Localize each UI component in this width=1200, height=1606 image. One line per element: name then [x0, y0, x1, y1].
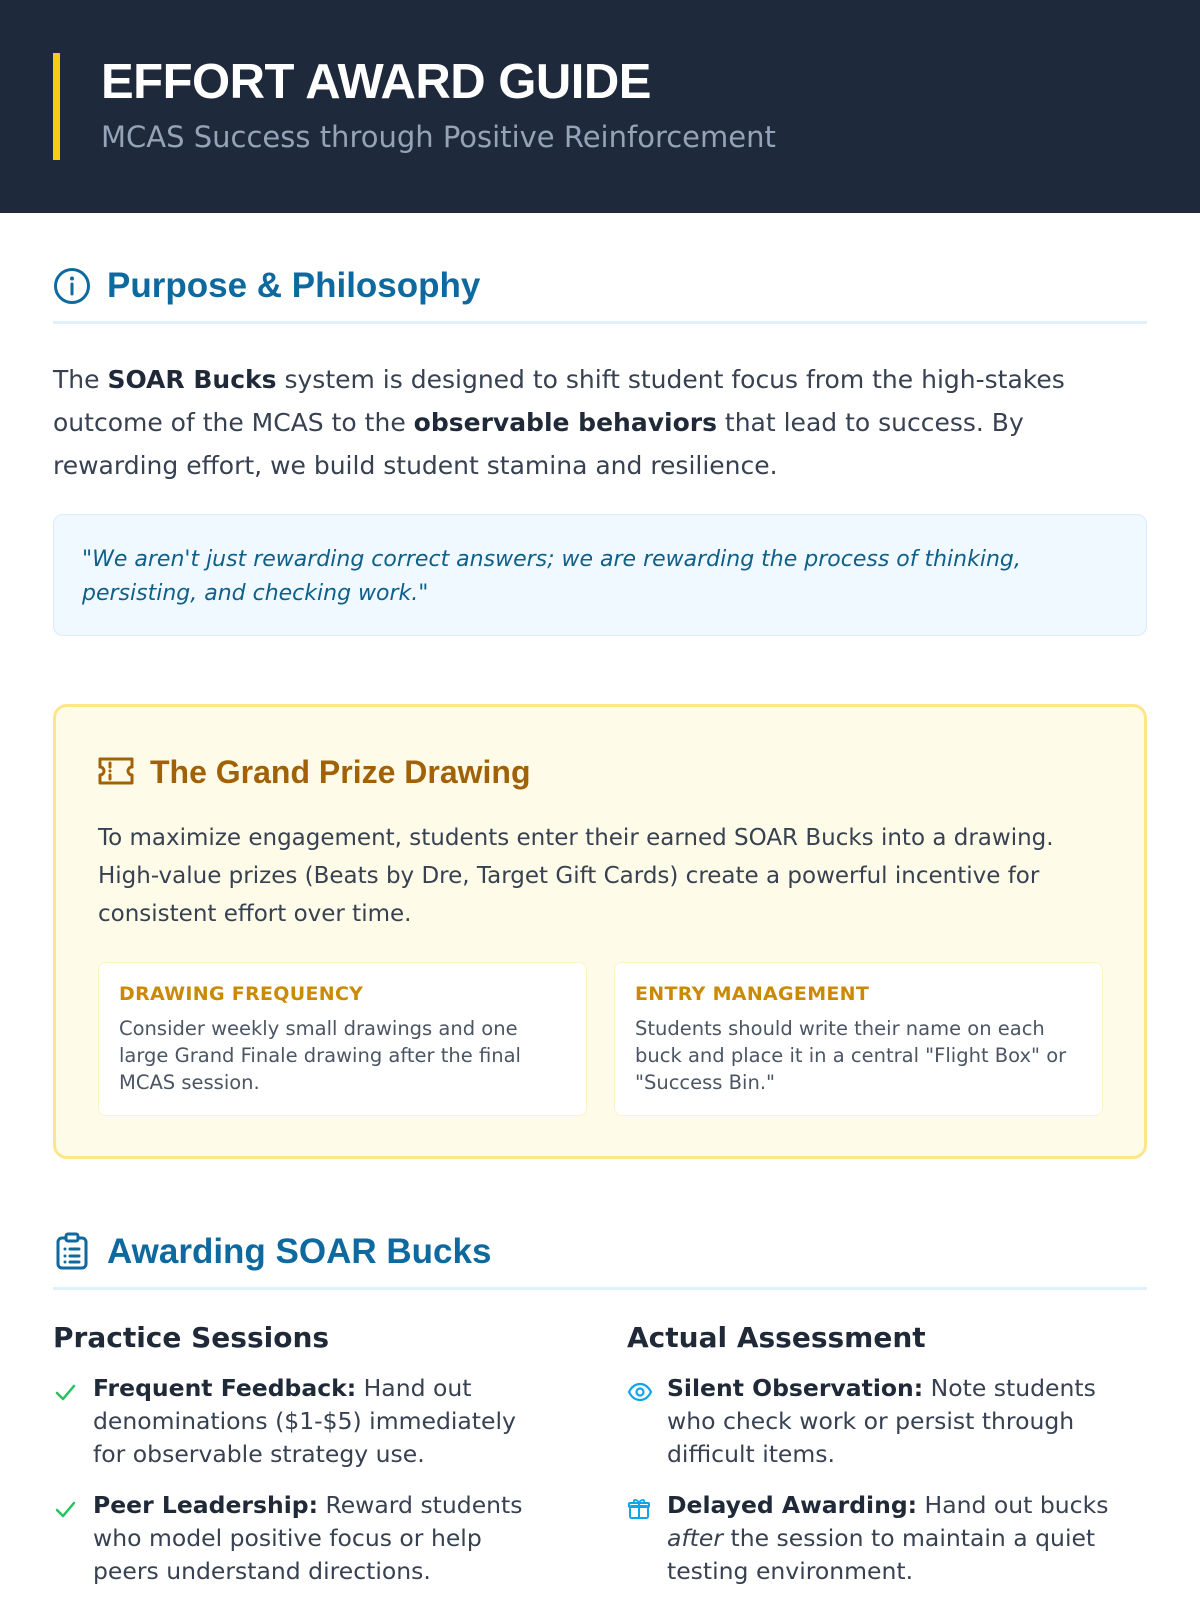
list-item-body: Note students who check work or persist through difficult items.: [667, 1374, 1096, 1468]
purpose-text-part: The: [53, 365, 108, 394]
practice-sessions-title: Practice Sessions: [53, 1321, 330, 1354]
entry-management-card: [614, 962, 1103, 1116]
drawing-frequency-title: DRAWING FREQUENCY: [119, 983, 364, 1005]
purpose-heading: Purpose & Philosophy: [107, 266, 481, 305]
list-item-text: [667, 1489, 1127, 1588]
list-item: [53, 1489, 553, 1588]
grand-prize-heading: The Grand Prize Drawing: [150, 754, 531, 790]
awarding-heading: Awarding SOAR Bucks: [107, 1232, 492, 1271]
purpose-text-part: system is designed to shift student focus from the high-stakes outcome of the MCAS to the: [53, 365, 1065, 437]
actual-assessment-title: Actual Assessment: [627, 1321, 926, 1354]
list-item-text: [93, 1489, 553, 1588]
list-item: [627, 1372, 1127, 1471]
list-item-label: Frequent Feedback:: [93, 1374, 357, 1402]
grand-prize-description: To maximize engagement, students enter their earned SOAR Bucks into a drawing. High-value prizes (Beats by Dre, Target Gift Cards) create a powerful incentive for consistent effort over time.: [98, 825, 1054, 927]
actual-assessment-column: [627, 1318, 1127, 1606]
philosophy-quote-box: [53, 514, 1147, 636]
page-header: [0, 0, 1200, 213]
awarding-divider: [53, 1287, 1147, 1290]
list-item-body: the session to maintain a quiet testing environment.: [667, 1524, 1096, 1585]
page-subtitle: MCAS Success through Positive Reinforcement: [101, 120, 776, 154]
grand-prize-card: [53, 704, 1147, 1159]
purpose-divider: [53, 321, 1147, 324]
purpose-section-header: [53, 266, 1147, 326]
list-item-label: Delayed Awarding:: [667, 1491, 918, 1519]
entry-management-title: ENTRY MANAGEMENT: [635, 983, 870, 1005]
entry-management-text: Students should write their name on each buck and place it in a central "Flight Box" or "Success Bin.": [635, 1017, 1067, 1094]
list-item-text: [93, 1372, 553, 1471]
page-title: EFFORT AWARD GUIDE: [101, 55, 651, 109]
list-item: [627, 1489, 1127, 1588]
purpose-text-part: that lead to success. By rewarding effort, we build student stamina and resilience.: [53, 408, 1024, 480]
observable-behaviors-emphasis: observable behaviors: [413, 408, 717, 437]
drawing-frequency-text: Consider weekly small drawings and one large Grand Finale drawing after the final MCAS session.: [119, 1017, 521, 1094]
soar-bucks-emphasis: SOAR Bucks: [107, 365, 277, 394]
list-item-label: Silent Observation:: [667, 1374, 924, 1402]
list-item-text: [667, 1372, 1127, 1471]
drawing-frequency-card: [98, 962, 587, 1116]
list-item-body: Hand out denominations ($1-$5) immediately for observable strategy use.: [93, 1374, 516, 1468]
philosophy-quote: "We aren't just rewarding correct answers; we are rewarding the process of thinking, persisting, and checking work.": [82, 547, 1021, 606]
gift-icon: [627, 1497, 651, 1525]
check-icon: [53, 1497, 77, 1525]
check-icon: [53, 1380, 77, 1408]
list-item-body: Reward students who model positive focus or help peers understand directions.: [93, 1491, 523, 1585]
info-icon: [53, 267, 91, 309]
practice-sessions-column: [53, 1318, 553, 1606]
list-item: [53, 1372, 553, 1471]
awarding-section-header: [53, 1232, 1147, 1292]
purpose-paragraph: [53, 358, 1147, 487]
list-item-label: Peer Leadership:: [93, 1491, 318, 1519]
after-emphasis: after: [667, 1524, 724, 1552]
clipboard-icon: [55, 1232, 89, 1274]
eye-icon: [627, 1380, 653, 1408]
list-item-body: Hand out bucks: [917, 1491, 1109, 1519]
ticket-icon: [97, 756, 135, 790]
header-accent-bar: [53, 53, 60, 160]
